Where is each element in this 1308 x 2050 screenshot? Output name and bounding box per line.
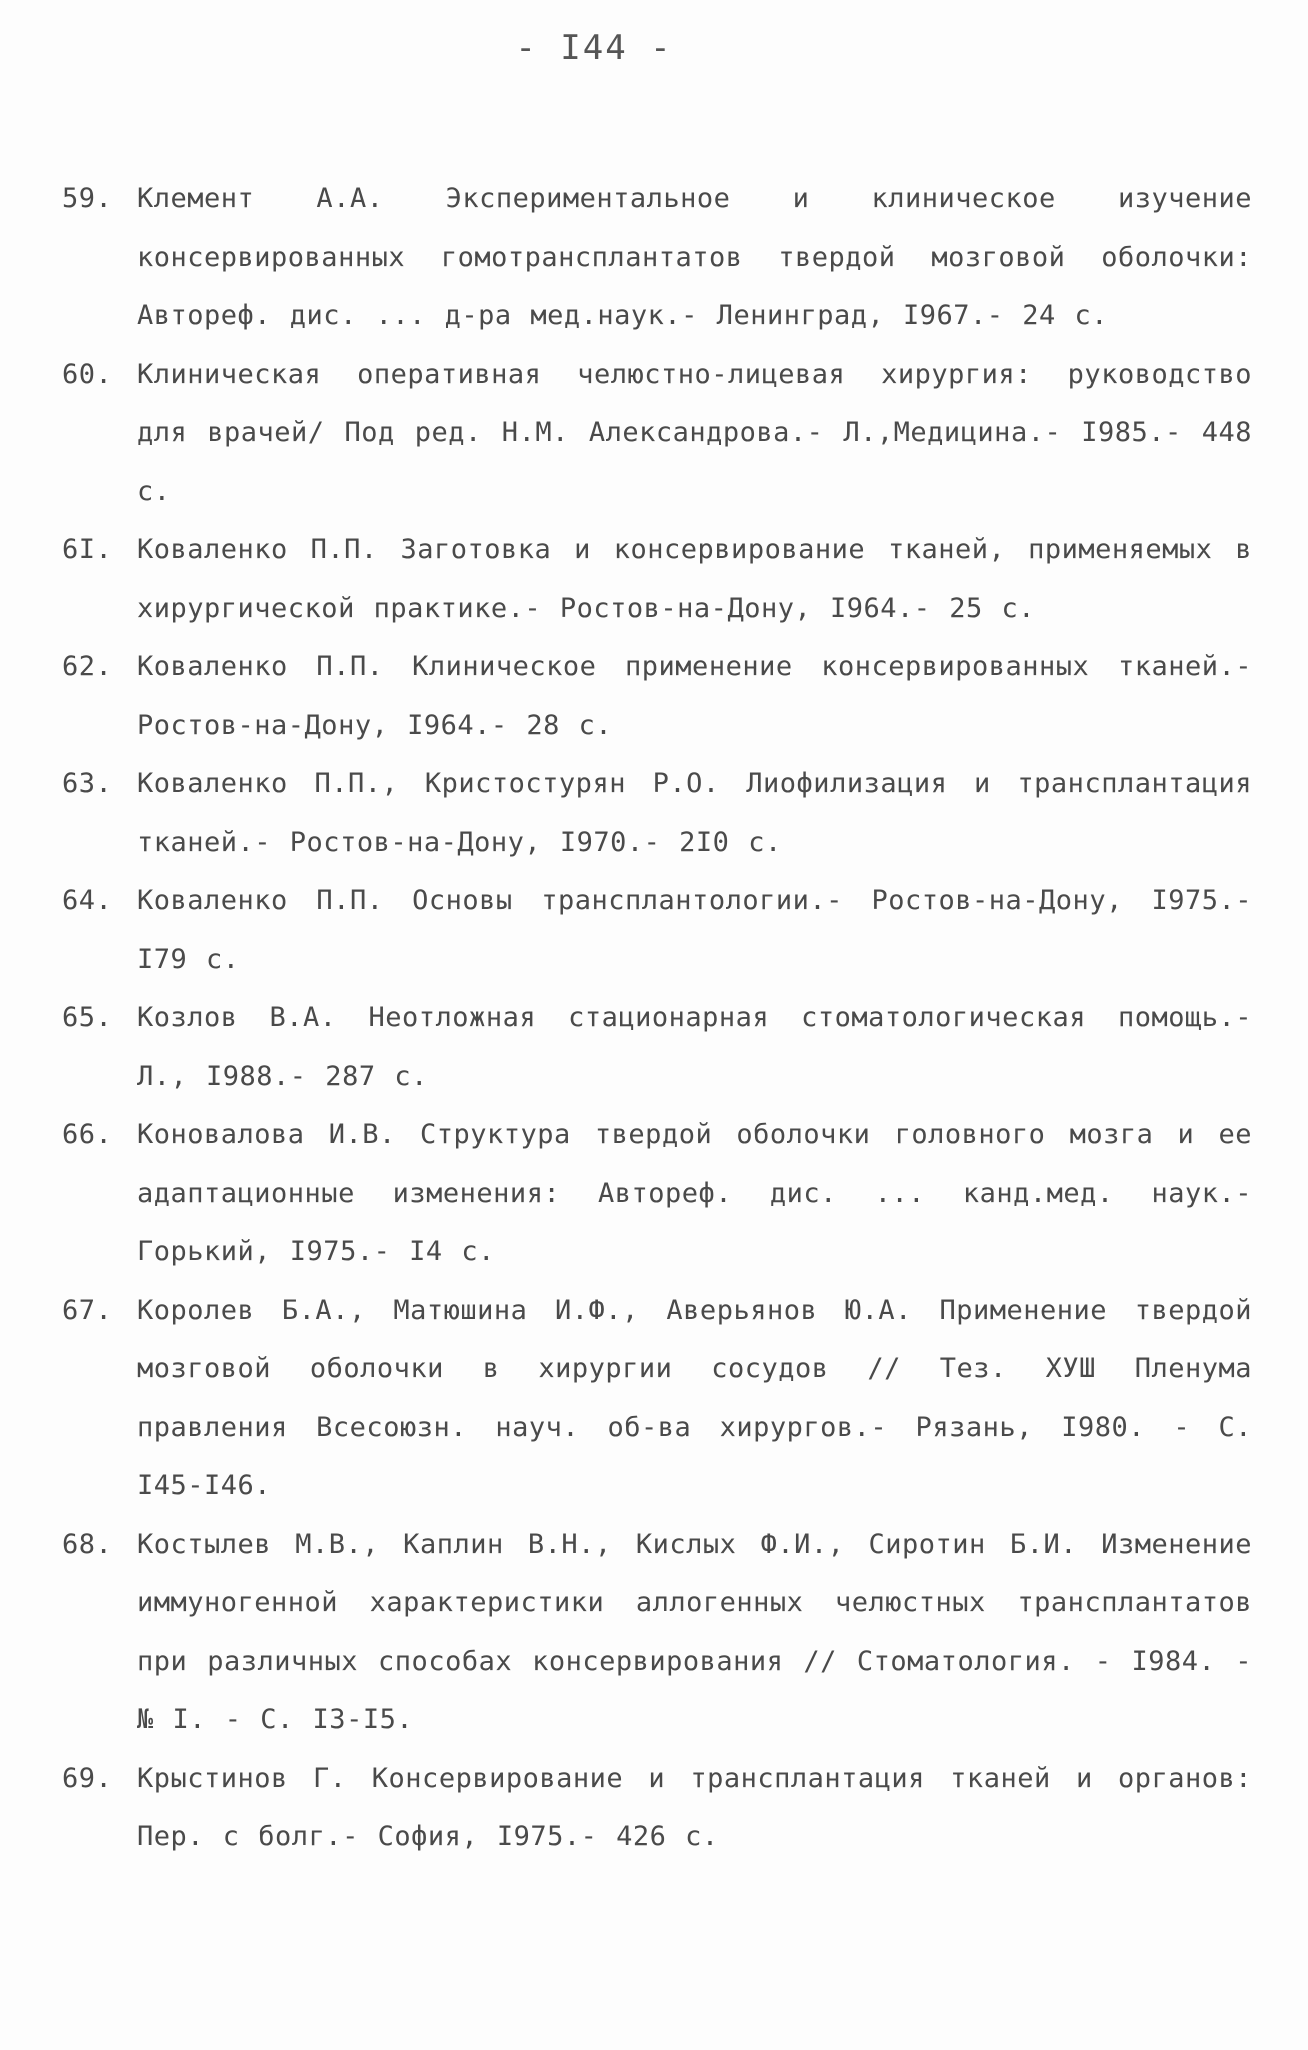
reference-number: 59. bbox=[62, 183, 113, 214]
reference-text: Клиническая оперативная челюстно-лицевая хирургия: руководство для врачей/ Под ред. Н.М. Александрова.- Л.,Медицина.- I985.- 448 с. bbox=[137, 358, 1252, 507]
reference-text: Коваленко П.П. Клиническое применение консервированных тканей.- Ростов-на-Дону, I964.- 28 с. bbox=[137, 651, 1252, 741]
reference-item-62 bbox=[62, 638, 1252, 755]
reference-number: 67. bbox=[62, 1294, 113, 1326]
reference-text: Коваленко П.П., Кристостурян Р.О. Лиофилизация и трансплантация тканей.- Ростов-на-Дону, I970.- 2I0 с. bbox=[137, 768, 1252, 858]
reference-number: 60. bbox=[62, 358, 113, 390]
reference-item-60 bbox=[62, 346, 1252, 522]
reference-item-69 bbox=[62, 1750, 1252, 1867]
page-number: - I44 - bbox=[515, 28, 673, 68]
reference-number: 64. bbox=[62, 885, 113, 916]
reference-text: Крыстинов Г. Консервирование и трансплантация тканей и органов: Пер. с болг.- София, I975.- 426 с. bbox=[137, 1762, 1252, 1852]
reference-item-59 bbox=[62, 170, 1252, 346]
reference-number: 66. bbox=[62, 1119, 113, 1150]
reference-item-67 bbox=[62, 1282, 1252, 1516]
reference-item-66 bbox=[62, 1106, 1252, 1282]
reference-item-63 bbox=[62, 755, 1252, 872]
reference-text: Клемент А.А. Экспериментальное и клиническое изучение консервированных гомотрансплантатов твердой мозговой оболочки: Автореф. дис. ... д-ра мед.наук.- Ленинград, I967.- 24 с. bbox=[137, 183, 1252, 331]
reference-number: 6I. bbox=[62, 534, 113, 565]
reference-number: 63. bbox=[62, 768, 113, 799]
reference-text: Костылев М.В., Каплин В.Н., Кислых Ф.И., Сиротин Б.И. Изменение иммуногенной характеристики аллогенных челюстных трансплантатов при различных способах консервирования // Стоматология. - I984. - № I. - С. I3-I5. bbox=[137, 1528, 1252, 1735]
reference-item-64 bbox=[62, 872, 1252, 989]
reference-text: Коваленко П.П. Основы трансплантологии.- Ростов-на-Дону, I975.- I79 с. bbox=[137, 885, 1252, 975]
reference-text: Коновалова И.В. Структура твердой оболочки головного мозга и ее адаптационные изменения: Автореф. дис. ... канд.мед. наук.- Горький, I975.- I4 с. bbox=[137, 1119, 1252, 1267]
reference-number: 65. bbox=[62, 1002, 113, 1033]
reference-item-65 bbox=[62, 989, 1252, 1106]
reference-list bbox=[62, 170, 1252, 1867]
reference-item-61 bbox=[62, 521, 1252, 638]
reference-text: Коваленко П.П. Заготовка и консервирование тканей, применяемых в хирургической практике.- Ростов-на-Дону, I964.- 25 с. bbox=[137, 534, 1252, 624]
reference-number: 62. bbox=[62, 651, 113, 682]
reference-text: Козлов В.А. Неотложная стационарная стоматологическая помощь.- Л., I988.- 287 с. bbox=[137, 1002, 1252, 1092]
reference-number: 69. bbox=[62, 1762, 113, 1794]
reference-text: Королев Б.А., Матюшина И.Ф., Аверьянов Ю.А. Применение твердой мозговой оболочки в хирургии сосудов // Тез. ХУШ Пленума правления Всесоюзн. науч. об-ва хирургов.- Рязань, I980. - С. I45-I46. bbox=[137, 1294, 1252, 1501]
reference-number: 68. bbox=[62, 1528, 113, 1560]
reference-item-68 bbox=[62, 1516, 1252, 1750]
